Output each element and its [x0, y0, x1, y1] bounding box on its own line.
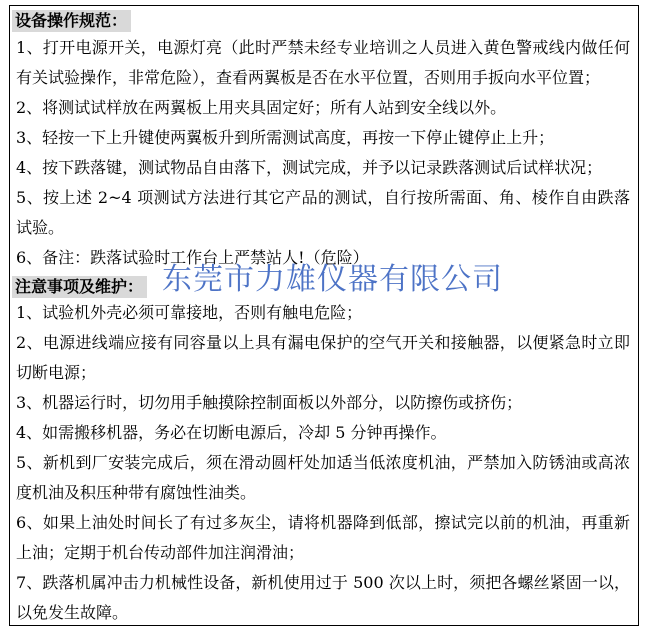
operation-item: 3、轻按一下上升键使两翼板升到所需测试高度，再按一下停止键停止上升；	[16, 128, 555, 147]
maintenance-item: 7、跌落机属冲击力机械性设备，新机使用过于 500 次以上时，须把各螺丝紧固一以，以免发生故障。	[16, 573, 630, 622]
maintenance-item: 4、如需搬移机器，务必在切断电源后，冷却 5 分钟再操作。	[16, 423, 447, 442]
operation-item: 5、按上述 2~4 项测试方法进行其它产品的测试，自行按所需面、角、棱作自由跌落试验。	[16, 188, 630, 237]
operation-item: 1、打开电源开关，电源灯亮（此时严禁未经专业培训之人员进入黄色警戒线内做任何有关试验操作，非常危险），查看两翼板是否在水平位置，否则用手扳向水平位置；	[16, 38, 630, 87]
operation-section	[10, 6, 638, 273]
maintenance-item: 3、机器运行时，切勿用手触摸除控制面板以外部分，以防擦伤或挤伤；	[16, 393, 523, 412]
maintenance-item: 5、新机到厂安装完成后，须在滑动圆杆处加适当低浓度机油，严禁加入防锈油或高浓度机油及积压种带有腐蚀性油类。	[16, 453, 630, 502]
maintenance-item: 2、电源进线端应接有同容量以上具有漏电保护的空气开关和接触器，以便紧急时立即切断电源；	[16, 333, 630, 382]
maintenance-heading: 注意事项及维护：	[12, 276, 147, 298]
maintenance-section	[10, 262, 638, 628]
company-watermark: 东莞市力雄仪器有限公司	[162, 262, 503, 297]
operation-item: 4、按下跌落键，测试物品自由落下，测试完成，并予以记录跌落测试后试样状况；	[16, 158, 603, 177]
maintenance-item: 6、如果上油处时间长了有过多灰尘，请将机器降到低部，擦试完以前的机油，再重新上油；定期于机台传动部件加注润滑油；	[16, 513, 630, 562]
operation-item: 2、将测试试样放在两翼板上用夹具固定好；所有人站到安全线以外。	[16, 98, 507, 117]
document-frame	[9, 5, 639, 626]
operation-heading: 设备操作规范：	[12, 10, 131, 32]
operation-item: 6、备注：跌落试验时工作台上严禁站人!（危险）	[16, 248, 369, 267]
maintenance-item: 1、试验机外壳必须可靠接地，否则有触电危险；	[16, 303, 363, 322]
